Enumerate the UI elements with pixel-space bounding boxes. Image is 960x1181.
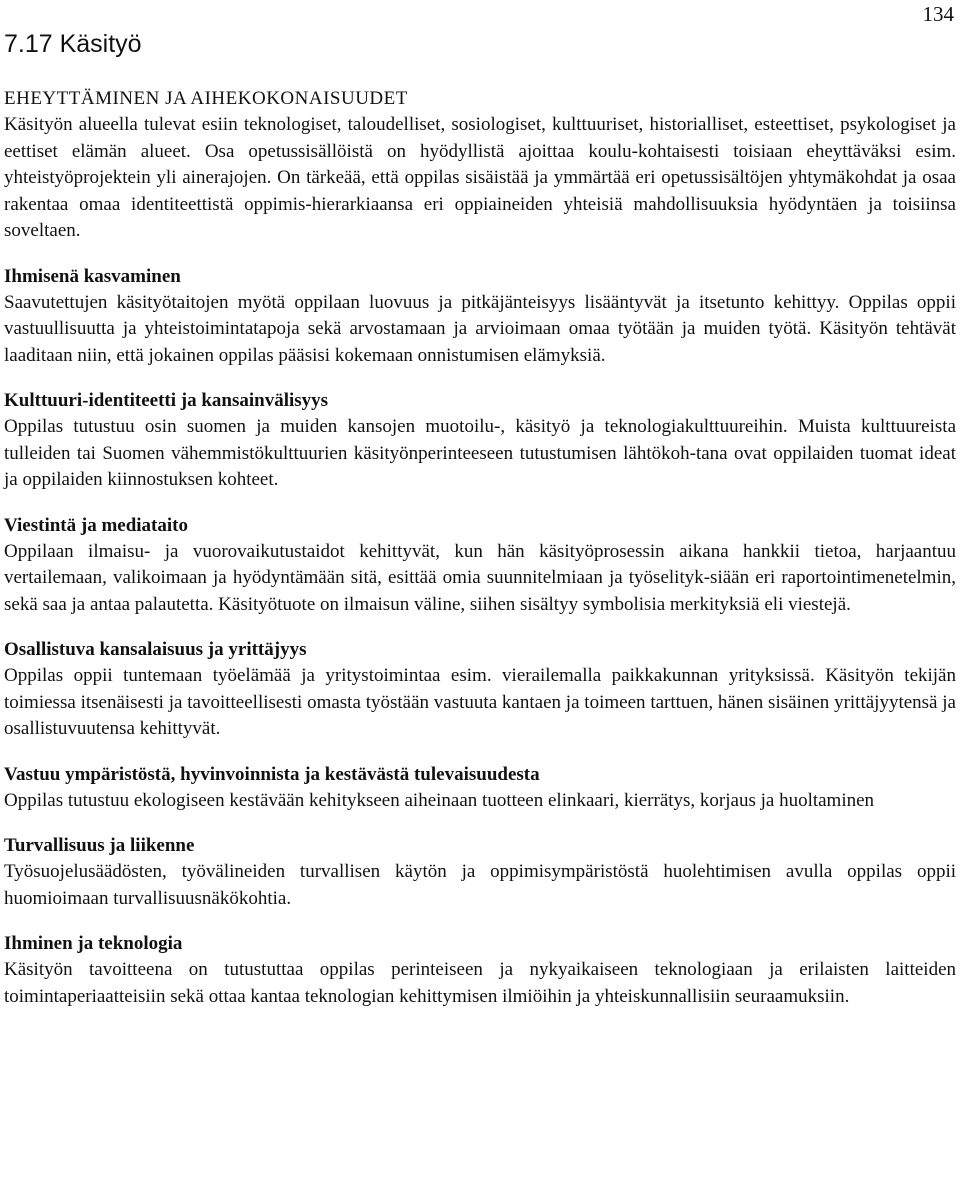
section-paragraph: Oppilas oppii tuntemaan työelämää ja yritystoimintaa esim. vierailemalla paikkakunnan yrityksissä. Käsityön tekijän toimiessa itsenäisesti ja tavoitteellisesti omasta työstään vastuuta kantaen ja toimeen tarttuen, hänen sisäinen yrittäjyytensä ja osallistuvuutensa kehittyvät. xyxy=(4,665,956,739)
section-kulttuuri-identiteetti xyxy=(4,388,956,494)
page-number: 134 xyxy=(922,2,954,26)
section-heading: EHEYTTÄMINEN JA AIHEKOKONAISUUDET xyxy=(4,88,408,109)
section-paragraph: Käsityön alueella tulevat esiin teknologiset, taloudelliset, sosiologiset, kulttuuriset, historialliset, esteettiset, psykologiset ja eettiset elämän alueet. Osa opetussisällöistä on hyödyllistä ajoittaa koulu-kohtaisesti toisiaan eheyttäväksi esim. yhteistyöprojektein yli ainerajojen. On tärkeää, että oppilas sisäistää ja ymmärtää eri opetussisältöjen yhtymäkohdat ja osaa rakentaa omaa identiteettistä oppimis-hierarkiaansa eri oppiaineiden yhteisiä mahdollisuuksia hyödyntäen ja toisiinsa soveltaen. xyxy=(4,114,956,241)
section-osallistuva-kansalaisuus xyxy=(4,637,956,743)
section-vastuu-ymparistosta xyxy=(4,762,956,815)
section-heading: Viestintä ja mediataito xyxy=(4,514,188,536)
chapter-title: 7.17 Käsityö xyxy=(4,30,142,58)
section-heading: Ihminen ja teknologia xyxy=(4,933,183,954)
section-eheyttaminen xyxy=(4,86,956,245)
section-paragraph: Oppilaan ilmaisu- ja vuorovaikutustaidot kehittyvät, kun hän käsityöprosessin aikana hankkii tietoa, harjaantuu vertailemaan, valikoimaan ja hyödyntämään sitä, esittää omia suunnitelmiaan ja työselityk-siään eri raportointimenetelmin, sekä saa ja antaa palautetta. Käsityötuote on ilmaisun väline, siihen sisältyy symbolisia merkityksiä eli viestejä. xyxy=(4,540,956,615)
section-heading: Osallistuva kansalaisuus ja yrittäjyys xyxy=(4,639,307,660)
section-paragraph: Oppilas tutustuu ekologiseen kestävään kehitykseen aiheinaan tuotteen elinkaari, kierrätys, korjaus ja huoltaminen xyxy=(4,789,875,811)
section-turvallisuus xyxy=(4,833,956,912)
section-heading: Kulttuuri-identiteetti ja kansainvälisyys xyxy=(4,390,329,411)
section-heading: Ihmisenä kasvaminen xyxy=(4,265,181,287)
section-paragraph: Työsuojelusäädösten, työvälineiden turvallisen käytön ja oppimisympäristöstä huolehtimisen avulla oppilas oppii huomioimaan turvallisuusnäkökohtia. xyxy=(4,861,956,909)
section-ihminen-ja-teknologia xyxy=(4,931,956,1010)
document-body xyxy=(4,86,956,1029)
section-heading: Vastuu ympäristöstä, hyvinvoinnista ja kestävästä tulevaisuudesta xyxy=(4,763,540,785)
section-heading: Turvallisuus ja liikenne xyxy=(4,835,195,856)
section-paragraph: Oppilas tutustuu osin suomen ja muiden kansojen muotoilu-, käsityö ja teknologiakulttuureihin. Muista kulttuureista tulleiden tai Suomen vähemmistökulttuurien käsityönperinteeseen tutustumisen lähtökoh-tana ovat oppilaiden tuomat ideat ja oppilaiden kiinnostuksen kohteet. xyxy=(4,416,956,490)
section-paragraph: Saavutettujen käsityötaitojen myötä oppilaan luovuus ja pitkäjänteisyys lisääntyvät ja itsetunto kehittyy. Oppilas oppii vastuullisuutta ja yhteistoimintatapoja sekä arvostamaan ja arvioimaan omaa työtään ja muiden työtä. Käsityön tehtävät laaditaan niin, että jokainen oppilas pääsisi kokemaan onnistumisen elämyksiä. xyxy=(4,291,956,366)
section-paragraph: Käsityön tavoitteena on tutustuttaa oppilas perinteiseen ja nykyaikaiseen teknologiaan ja erilaisten laitteiden toimintaperiaatteisiin sekä ottaa kantaa teknologian kehittymisen ilmiöihin ja yhteiskunnallisiin seuraamuksiin. xyxy=(4,959,956,1007)
section-ihmisena-kasvaminen xyxy=(4,264,956,370)
section-viestinta xyxy=(4,513,956,619)
